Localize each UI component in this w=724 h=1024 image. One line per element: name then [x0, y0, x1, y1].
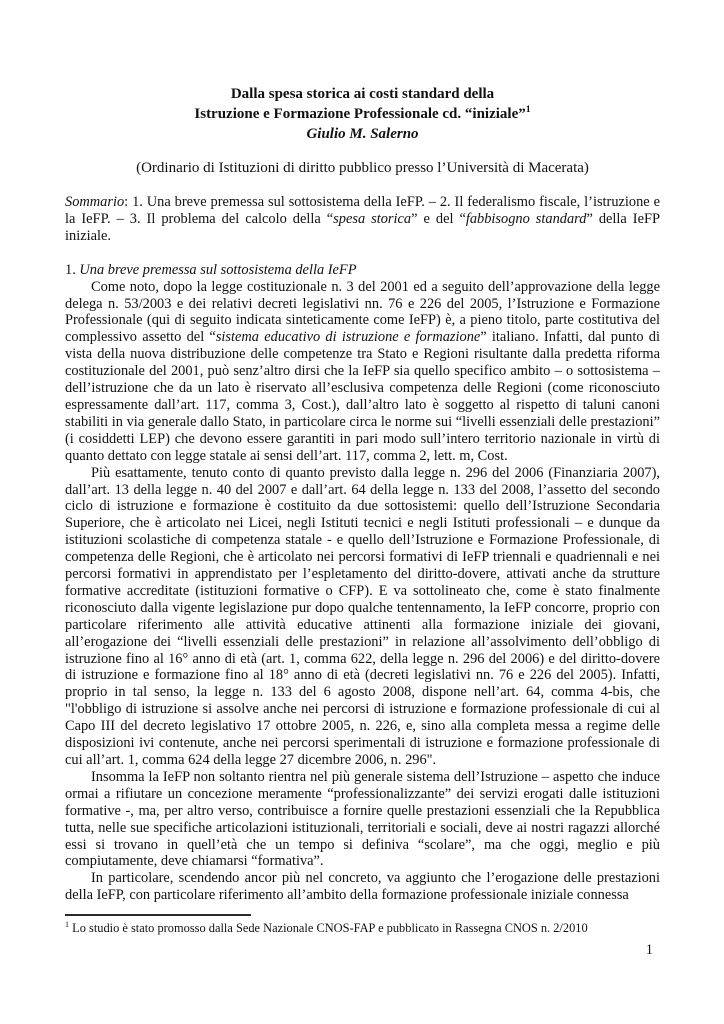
document-title-line-2: Istruzione e Formazione Professionale cd. “iniziale”$^1$: [194, 104, 531, 122]
paragraph-4: In particolare, scendendo ancor più nel concreto, va aggiunto che l’erogazione delle prestazioni della IeFP, con particolare riferimento all’ambito della formazione professionale iniziale connessa: [65, 870, 660, 904]
document-header: [65, 84, 660, 144]
paragraph-1: Come noto, dopo la legge costituzionale n. 3 del 2001 ed a seguito dell’approvazione della legge delega n. 53/2003 e dei relativi decreti legislativi nn. 76 e 226 del 2005, l’Istruzione e Formazione Professionale (qui di seguito indicata sinteticamente come IeFP) è, a pieno titolo, parte costitutiva del complessivo assetto del “sistema educativo di istruzione e formazione” italiano. Infatti, dal punto di vista della nuova distribuzione delle competenze tra Stato e Regioni risultante dalla predetta riforma costituzionale del 2001, può senz’altro dirsi che la IeFP sia quello specifico ambito – o sottosistema – dell’istruzione che da un lato è riservato all’esclusiva competenza delle Regioni (come riconosciuto espressamente dall’art. 117, comma 3, Cost.), dall’altro lato è soggetto al rispetto di taluni canoni stabiliti in via generale dallo Stato, in particolare circa le norme sui “livelli essenziali delle prestazioni” (i cosiddetti LEP) che devono essere garantiti in pari modo sull’intero territorio nazionale in virtù di quanto dettato con legge statale ai sensi dell’art. 117, comma 2, lett. m, Cost.: [65, 278, 660, 464]
footnote-separator-rule: [65, 914, 251, 916]
footnote-area: [65, 914, 660, 936]
section-1-heading: 1. Una breve premessa sul sottosistema della IeFP: [65, 261, 357, 278]
paragraph-2: Più esattamente, tenuto conto di quanto previsto dalla legge n. 296 del 2006 (Finanziaria 2007), dall’art. 13 della legge n. 40 del 2007 e dall’art. 64 della legge n. 133 del 2008, l’assetto del secondo ciclo di istruzione e formazione è costituito da due sottosistemi: quello dell’Istruzione Secondaria Superiore, che è articolato nei Licei, negli Istituti tecnici e negli Istituti professionali – e dunque da istituzioni scolastiche di competenza statale - e quello dell’Istruzione e Formazione Professionale, di competenza delle Regioni, che è articolato nei percorsi formativi di IeFP triennali e quadriennali e nei percorsi formativi in apprendistato per l’espletamento del diritto-dovere, attivati anche da strutture formative accreditate (istituzioni formative o CFP). E va sottolineato che, come è stato finalmente riconosciuto dalla vigente legislazione pur dopo qualche tentennamento, la IeFP concorre, proprio con particolare riferimento alle attività educative attinenti alla formazione iniziale dei giovani, all’erogazione dei “livelli essenziali delle prestazioni” in relazione all’assolvimento dell’obbligo di istruzione fino al 16° anno di età (art. 1, comma 622, della legge n. 296 del 2006) e del diritto-dovere di istruzione e formazione fino al 18° anno di età (decreti legislativi nn. 76 e 226 del 2005). Infatti, proprio in tal senso, la legge n. 133 del 6 agosto 2008, dispone nell’art. 64, comma 4-bis, che "l'obbligo di istruzione si assolve anche nei percorsi di istruzione e formazione professionale di cui al Capo III del decreto legislativo 17 ottobre 2005, n. 226, e, sino alla completa messa a regime delle disposizioni ivi contenute, anche nei percorsi sperimentali di istruzione e formazione professionale di cui all’art. 1, comma 624 della legge 27 dicembre 2006, n. 296".: [65, 464, 660, 768]
author-affiliation: (Ordinario di Istituzioni di diritto pubblico presso l’Università di Macerata): [136, 160, 589, 176]
author-name: Giulio M. Salerno: [306, 126, 419, 142]
paragraph-3: Insomma la IeFP non soltanto rientra nel più generale sistema dell’Istruzione – aspetto che induce ormai a rifiutare un concezione meramente “professionalizzante” dei servizi erogati dalle istituzioni formative -, ma, per altro verso, contribuisce a fornire quelle prestazioni essenziali che la Repubblica tutta, nelle sue specifiche articolazioni istituzionali, territoriali e sociali, deve ai nostri ragazzi allorché essi si trovano in quell’età che un tempo si definiva “scolare”, ma che oggi, meglio e più compiutamente, deve chiamarsi “formativa”.: [65, 768, 660, 870]
page-number: 1: [645, 942, 653, 958]
sommario-abstract: Sommario: 1. Una breve premessa sul sottosistema della IeFP. – 2. Il federalismo fiscale, l’istruzione e la IeFP. – 3. Il problema del calcolo della “spesa storica” e del “fabbisogno standard” della IeFP iniziale.: [65, 194, 660, 244]
footnote-text: $^1$ Lo studio è stato promosso dalla Sede Nazionale CNOS-FAP e pubblicato in Rassegna CNOS n. 2/2010: [65, 919, 588, 935]
document-title-line-1: Dalla spesa storica ai costi standard della: [230, 86, 495, 102]
